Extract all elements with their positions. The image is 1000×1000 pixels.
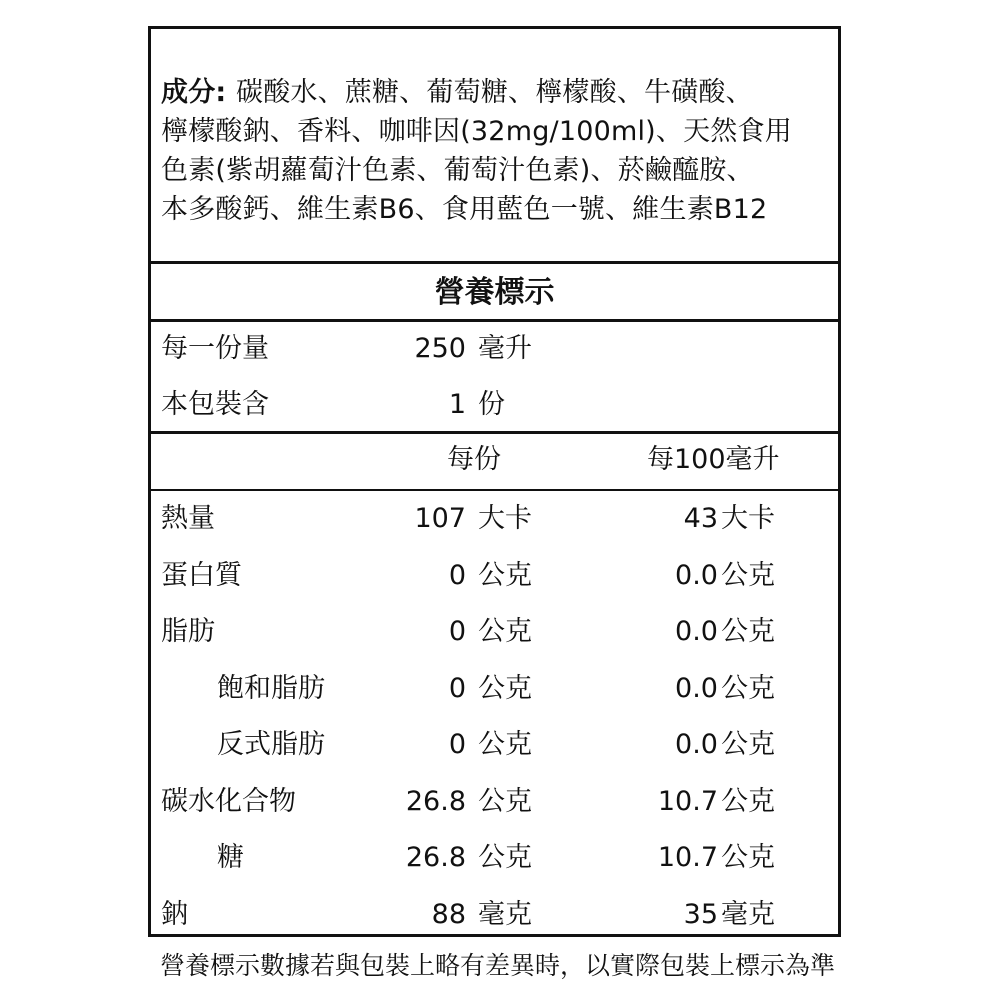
nutrient-per-serving-value: 0 bbox=[448, 616, 466, 647]
nutrient-per-100ml-unit: 公克 bbox=[721, 729, 775, 760]
servings-per-package-row bbox=[151, 383, 838, 427]
nutrient-row bbox=[151, 554, 838, 598]
nutrient-per-serving-value: 0 bbox=[448, 672, 466, 704]
ingredients-line-2: 檸檬酸鈉、香料、咖啡因(32mg/100ml)、天然食用 bbox=[161, 116, 792, 147]
nutrient-per-serving-value: 0 bbox=[448, 559, 466, 591]
ingredients-colon: : bbox=[215, 77, 237, 108]
nutrient-per-serving-value: 88 bbox=[431, 898, 466, 930]
nutrient-per-100ml-unit: 公克 bbox=[721, 842, 775, 873]
nutrient-per-serving-unit: 毫克 bbox=[478, 898, 532, 930]
nutrition-label-frame bbox=[148, 26, 841, 937]
nutrient-row bbox=[151, 780, 838, 824]
nutrient-name: 反式脂肪 bbox=[217, 729, 325, 760]
nutrient-per-100ml-value: 35 bbox=[683, 898, 718, 930]
nutrient-name: 飽和脂肪 bbox=[217, 672, 325, 704]
nutrient-per-serving-unit: 公克 bbox=[478, 729, 532, 760]
nutrient-per-serving-unit: 大卡 bbox=[478, 503, 532, 534]
column-header-per-serving: 每份 bbox=[447, 444, 501, 475]
ingredients-line-3: 色素(紫胡蘿蔔汁色素、葡萄汁色素)、菸鹼醯胺、 bbox=[161, 155, 754, 186]
divider-title bbox=[151, 319, 838, 322]
ingredients-line-1 bbox=[161, 73, 831, 112]
nutrient-per-100ml-value: 10.7 bbox=[657, 842, 718, 873]
nutrient-per-serving-unit: 公克 bbox=[478, 785, 532, 817]
nutrient-row bbox=[151, 836, 838, 880]
serving-size-label: 每一份量 bbox=[161, 333, 269, 364]
nutrient-per-100ml-unit: 毫克 bbox=[721, 898, 775, 930]
nutrient-row bbox=[151, 610, 838, 654]
nutrient-per-serving-value: 26.8 bbox=[405, 785, 466, 817]
ingredients-label: 成分 bbox=[161, 77, 216, 108]
nutrient-per-100ml-unit: 公克 bbox=[721, 559, 775, 591]
nutrient-per-serving-value: 107 bbox=[414, 503, 466, 534]
serving-size-value: 250 bbox=[414, 333, 466, 364]
nutrient-row bbox=[151, 667, 838, 711]
servings-per-package-label: 本包裝含 bbox=[161, 389, 269, 420]
nutrient-per-100ml-value: 0.0 bbox=[675, 729, 718, 760]
divider-servings bbox=[151, 431, 838, 434]
ingredients-section bbox=[161, 73, 831, 229]
nutrient-per-100ml-unit: 公克 bbox=[721, 616, 775, 647]
nutrient-per-100ml-unit: 大卡 bbox=[721, 503, 775, 534]
nutrient-name: 熱量 bbox=[161, 503, 215, 534]
nutrient-per-100ml-value: 43 bbox=[683, 503, 718, 534]
footnote: 營養標示數據若與包裝上略有差異時，以實際包裝上標示為準 bbox=[160, 951, 836, 980]
nutrient-per-100ml-value: 10.7 bbox=[657, 785, 718, 817]
nutrient-name: 糖 bbox=[217, 842, 244, 873]
nutrient-per-serving-unit: 公克 bbox=[478, 616, 532, 647]
nutrient-per-serving-unit: 公克 bbox=[478, 672, 532, 704]
divider-column-header bbox=[151, 489, 838, 491]
serving-size-unit: 毫升 bbox=[478, 333, 532, 364]
nutrient-per-100ml-value: 0.0 bbox=[675, 559, 718, 591]
nutrient-per-100ml-value: 0.0 bbox=[675, 616, 718, 647]
nutrient-per-serving-value: 0 bbox=[448, 729, 466, 760]
nutrient-row bbox=[151, 497, 838, 541]
nutrient-name: 蛋白質 bbox=[161, 559, 242, 591]
column-header-row bbox=[151, 438, 838, 482]
nutrient-name: 碳水化合物 bbox=[161, 785, 296, 817]
nutrient-per-serving-unit: 公克 bbox=[478, 559, 532, 591]
ingredients-text-1: 碳酸水、蔗糖、葡萄糖、檸檬酸、牛磺酸、 bbox=[236, 77, 753, 108]
nutrient-per-serving-unit: 公克 bbox=[478, 842, 532, 873]
nutrient-name: 鈉 bbox=[161, 898, 188, 930]
divider-ingredients bbox=[151, 261, 838, 264]
nutrient-per-serving-value: 26.8 bbox=[405, 842, 466, 873]
nutrient-per-100ml-unit: 公克 bbox=[721, 672, 775, 704]
nutrient-row bbox=[151, 723, 838, 767]
nutrition-title: 營養標示 bbox=[434, 275, 555, 310]
servings-per-package-value: 1 bbox=[448, 389, 466, 420]
serving-size-row bbox=[151, 327, 838, 371]
nutrient-name: 脂肪 bbox=[161, 616, 215, 647]
nutrient-row bbox=[151, 893, 838, 937]
ingredients-line-4: 本多酸鈣、維生素B6、食用藍色一號、維生素B12 bbox=[161, 194, 768, 225]
servings-per-package-unit: 份 bbox=[478, 389, 505, 420]
column-header-per-100ml: 每100毫升 bbox=[647, 444, 780, 475]
nutrient-per-100ml-value: 0.0 bbox=[675, 672, 718, 704]
nutrient-per-100ml-unit: 公克 bbox=[721, 785, 775, 817]
